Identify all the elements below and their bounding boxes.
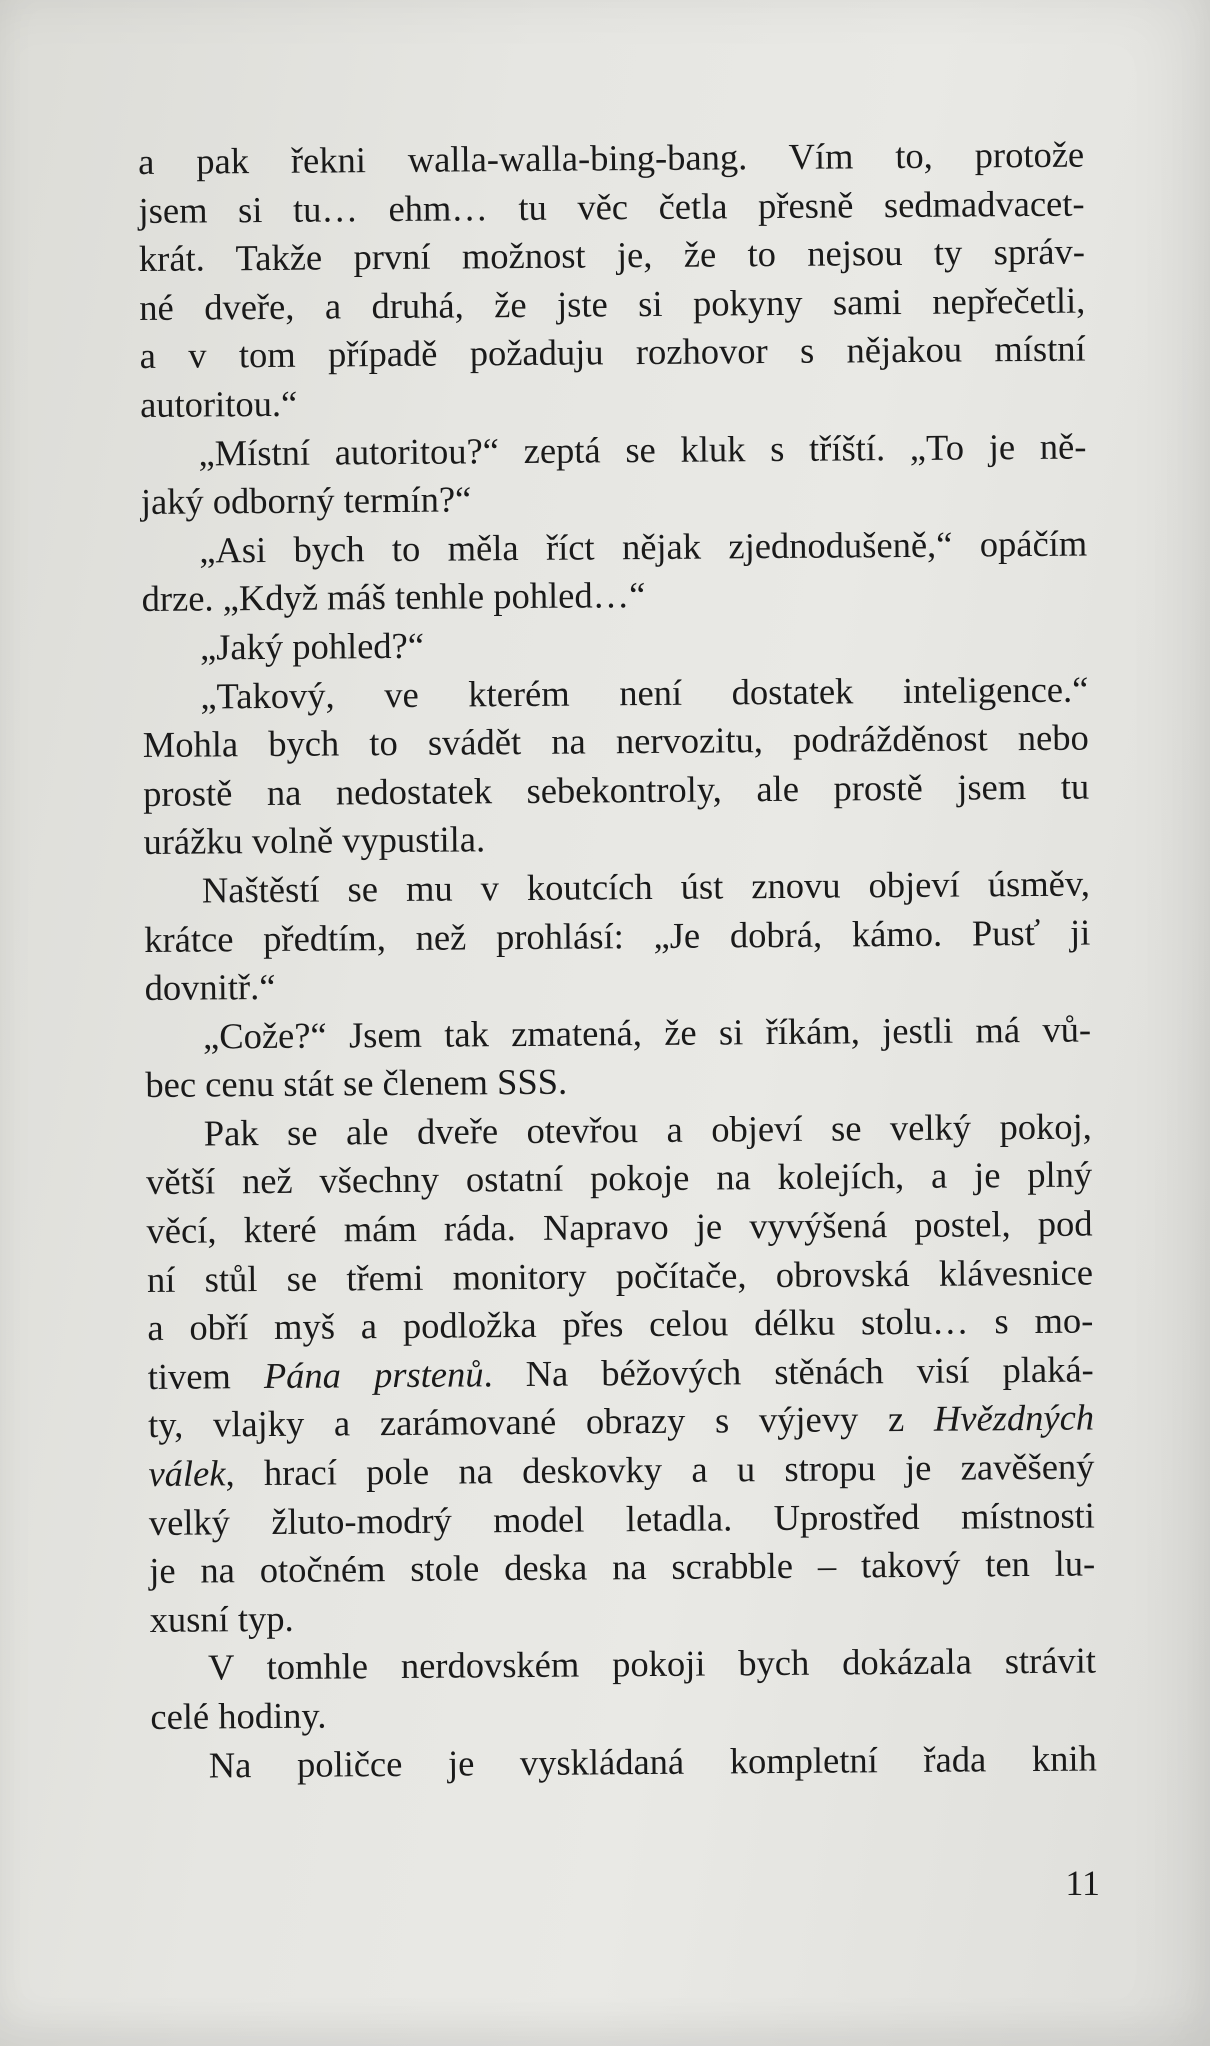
text-line: V tomhle nerdovském pokoji bych dokázala strávit — [207, 1639, 1097, 1688]
text-line: ní stůl se třemi monitory počítače, obrovská klávesnice — [146, 1251, 1094, 1300]
text-line: „Jaký pohled?“ — [199, 624, 425, 668]
text-line: „Asi bych to měla říct nějak zjednodušeně,“ opáčím — [199, 522, 1088, 571]
text-line: krátce předtím, než prohlásí: „Je dobrá, kámo. Pusť ji — [144, 911, 1091, 960]
text-line: a v tom případě požaduju rozhovor s nějakou místní — [139, 327, 1086, 377]
text-line: jsem si tu… ehm… tu věc četla přesně sedmadvacet- — [138, 182, 1085, 231]
text-line: a obří myš a podložka přes celou délku stolu… s mo- — [147, 1299, 1094, 1349]
text-line: prostě na nedostatek sebekontroly, ale prostě jsem tu — [142, 765, 1090, 814]
text-line: urážku volně vypustila. — [143, 818, 486, 863]
text-line: bec cenu stát se členem SSS. — [145, 1060, 568, 1106]
text-line: a pak řekni walla-walla-bing-bang. Vím to, protože — [138, 133, 1085, 182]
text-line: Naštěstí se mu v koutcích úst znovu objeví úsměv, — [201, 862, 1091, 911]
text-line: Pak se ale dveře otevřou a objeví se velký pokoj, — [203, 1105, 1092, 1154]
text-line: Na poličce je vyskládaná kompletní řada knih — [208, 1737, 1097, 1786]
text-line: je na otočném stole deska na scrabble – takový ten lu- — [149, 1542, 1096, 1592]
text-line: jaký odborný termín?“ — [140, 478, 472, 523]
text-line: celé hodiny. — [150, 1694, 327, 1737]
text-line: věcí, které mám ráda. Napravo je vyvýšená postel, pod — [146, 1202, 1093, 1252]
text-line: větší než všechny ostatní pokoje na kolejích, a je plný — [146, 1154, 1093, 1203]
text-line: velký žluto-modrý model letadla. Uprostřed místnosti — [148, 1494, 1096, 1543]
text-line: drze. „Když máš tenhle pohled…“ — [141, 574, 646, 620]
text-line: autoritou.“ — [139, 382, 298, 425]
text-line: tivem Pána prstenů. Na béžových stěnách visí plaká- — [147, 1348, 1094, 1397]
text-line: Mohla bych to svádět na nervozitu, podrážděnost nebo — [142, 716, 1089, 766]
text-line: „Takový, ve kterém není dostatek inteligence.“ — [200, 668, 1089, 717]
page-number: 11 — [1065, 1863, 1100, 1903]
text-line: válek, hrací pole na deskovky a u stropu je zavěšený — [148, 1445, 1095, 1494]
text-line: „Cože?“ Jsem tak zmatená, že si říkám, jestli má vů- — [202, 1008, 1092, 1057]
text-line: „Místní autoritou?“ zeptá se kluk s tříští. „To je ně- — [198, 425, 1087, 474]
text-line: xusní typ. — [149, 1597, 294, 1640]
text-line: dovnitř.“ — [144, 966, 276, 1009]
text-line: ty, vlajky a zarámované obrazy s výjevy z Hvězdných — [147, 1396, 1095, 1446]
text-line: krát. Takže první možnost je, že to nejsou ty správ- — [138, 230, 1086, 280]
body-text — [138, 131, 1097, 1791]
text-line: né dveře, a druhá, že jste si pokyny sami nepřečetli, — [139, 279, 1086, 328]
